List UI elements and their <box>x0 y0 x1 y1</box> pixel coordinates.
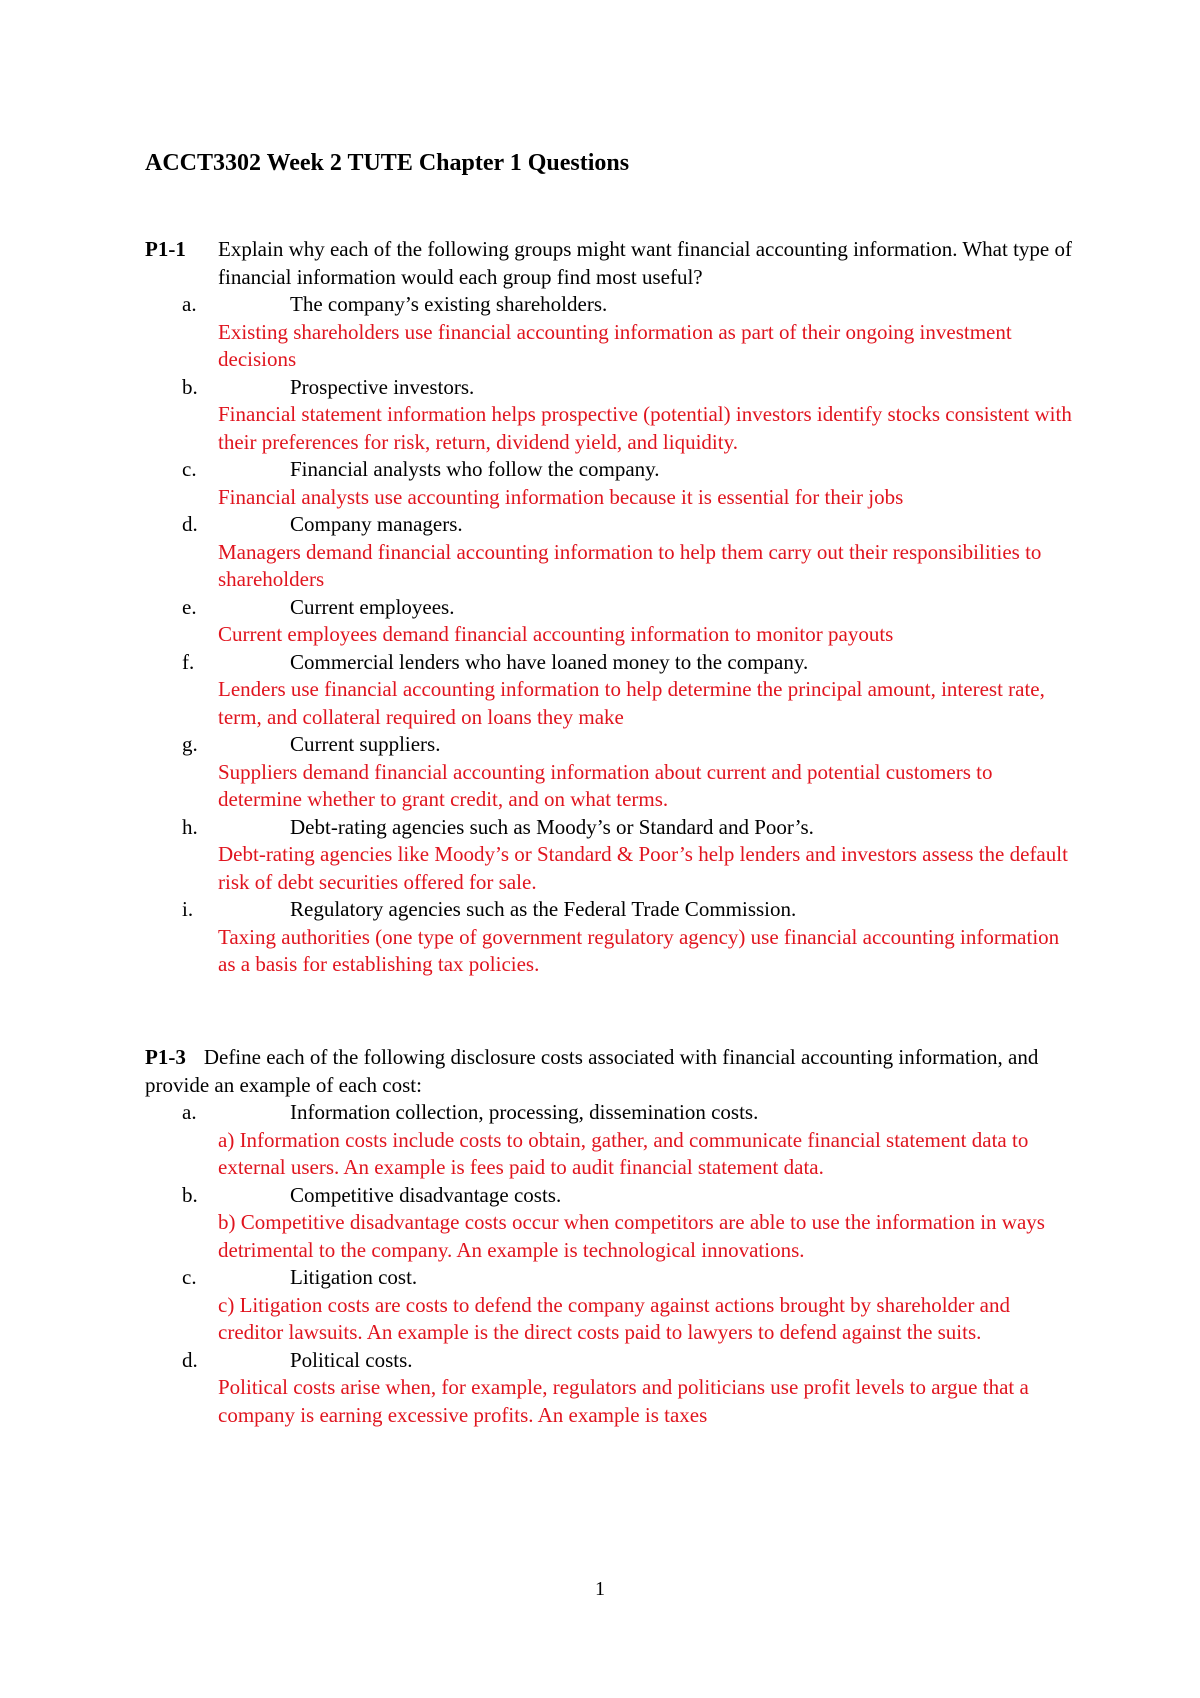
item-answer: Existing shareholders use financial accounting information as part of their ongoing investment decisions <box>218 319 1012 371</box>
item-text: Debt-rating agencies such as Moody’s or Standard and Poor’s. <box>290 814 814 839</box>
question-item-h <box>145 814 1075 842</box>
item-answer: Taxing authorities (one type of government regulatory agency) use financial accounting information as a basis for establishing tax policies. <box>218 924 1060 976</box>
question-item-d <box>145 511 1075 539</box>
item-answer: Current employees demand financial accounting information to monitor payouts <box>218 622 894 646</box>
question-item-e <box>145 594 1075 622</box>
item-letter: e. <box>182 594 197 619</box>
item-text: The company’s existing shareholders. <box>290 292 608 316</box>
item-letter: i. <box>182 897 194 921</box>
item-text: Current suppliers. <box>290 732 441 756</box>
item-answer: Debt-rating agencies like Moody’s or Standard & Poor’s help lenders and investors assess the default risk of debt securities offered for sale. <box>218 842 1068 894</box>
question-item-d <box>145 1347 1075 1375</box>
item-answer: b) Competitive disadvantage costs occur when competitors are able to use the information in ways detrimental to the company. An example is technological innovations. <box>218 1210 1045 1262</box>
item-text: Information collection, processing, dissemination costs. <box>290 1100 759 1124</box>
question-item-b <box>145 374 1075 402</box>
question-item-c <box>145 456 1075 484</box>
item-answer: Suppliers demand financial accounting information about current and potential customers to determine whether to grant credit, and on what terms. <box>218 759 993 811</box>
item-text: Competitive disadvantage costs. <box>290 1182 562 1207</box>
question-prompt: Explain why each of the following groups might want financial accounting information. What type of financial information would each group find most useful? <box>218 237 1072 289</box>
item-letter: b. <box>182 1182 198 1207</box>
item-letter: h. <box>182 814 198 839</box>
item-letter: a. <box>182 1100 197 1124</box>
item-letter: c. <box>182 1265 197 1289</box>
question-number: P1-1 <box>145 237 186 261</box>
item-letter: d. <box>182 1347 198 1372</box>
item-text: Commercial lenders who have loaned money to the company. <box>290 649 809 674</box>
question-p1-1 <box>145 236 1075 979</box>
item-answer: c) Litigation costs are costs to defend the company against actions brought by shareholder and creditor lawsuits. An example is the direct costs paid to lawyers to defend against the suits. <box>218 1292 1010 1344</box>
item-answer: Managers demand financial accounting information to help them carry out their responsibilities to shareholders <box>218 539 1042 591</box>
item-text: Current employees. <box>290 594 455 619</box>
item-answer: Financial analysts use accounting information because it is essential for their jobs <box>218 484 904 509</box>
question-p1-3 <box>145 1044 1075 1429</box>
item-letter: g. <box>182 732 198 756</box>
question-item-a <box>145 291 1075 319</box>
item-text: Financial analysts who follow the company. <box>290 457 660 481</box>
question-item-b <box>145 1182 1075 1210</box>
question-header <box>145 236 1075 291</box>
page-number: 1 <box>595 1578 605 1600</box>
item-letter: d. <box>182 512 198 536</box>
item-text: Political costs. <box>290 1347 413 1372</box>
item-letter: c. <box>182 457 197 481</box>
item-answer: a) Information costs include costs to obtain, gather, and communicate financial statement data to external users. An example is fees paid to audit financial statement data. <box>218 1127 1029 1179</box>
question-prompt: Define each of the following disclosure costs associated with financial accounting information, and provide an example of each cost: <box>145 1045 1039 1097</box>
item-text: Regulatory agencies such as the Federal Trade Commission. <box>290 897 797 921</box>
question-number: P1-3 <box>145 1045 186 1069</box>
item-letter: a. <box>182 292 197 316</box>
item-text: Litigation cost. <box>290 1265 418 1289</box>
item-text: Prospective investors. <box>290 374 475 399</box>
item-answer: Financial statement information helps prospective (potential) investors identify stocks consistent with their preferences for risk, return, dividend yield, and liquidity. <box>218 402 1072 454</box>
item-letter: f. <box>182 649 195 674</box>
item-answer: Lenders use financial accounting information to help determine the principal amount, interest rate, term, and collateral required on loans they make <box>218 677 1045 729</box>
item-text: Company managers. <box>290 512 463 536</box>
item-answer: Political costs arise when, for example, regulators and politicians use profit levels to argue that a company is earning excessive profits. An example is taxes <box>218 1375 1029 1427</box>
question-item-c <box>145 1264 1075 1292</box>
document-title: ACCT3302 Week 2 TUTE Chapter 1 Questions <box>145 150 630 176</box>
question-item-f <box>145 649 1075 677</box>
question-item-i <box>145 896 1075 924</box>
question-header <box>145 1044 1075 1099</box>
item-letter: b. <box>182 374 198 399</box>
question-item-g <box>145 731 1075 759</box>
question-item-a <box>145 1099 1075 1127</box>
